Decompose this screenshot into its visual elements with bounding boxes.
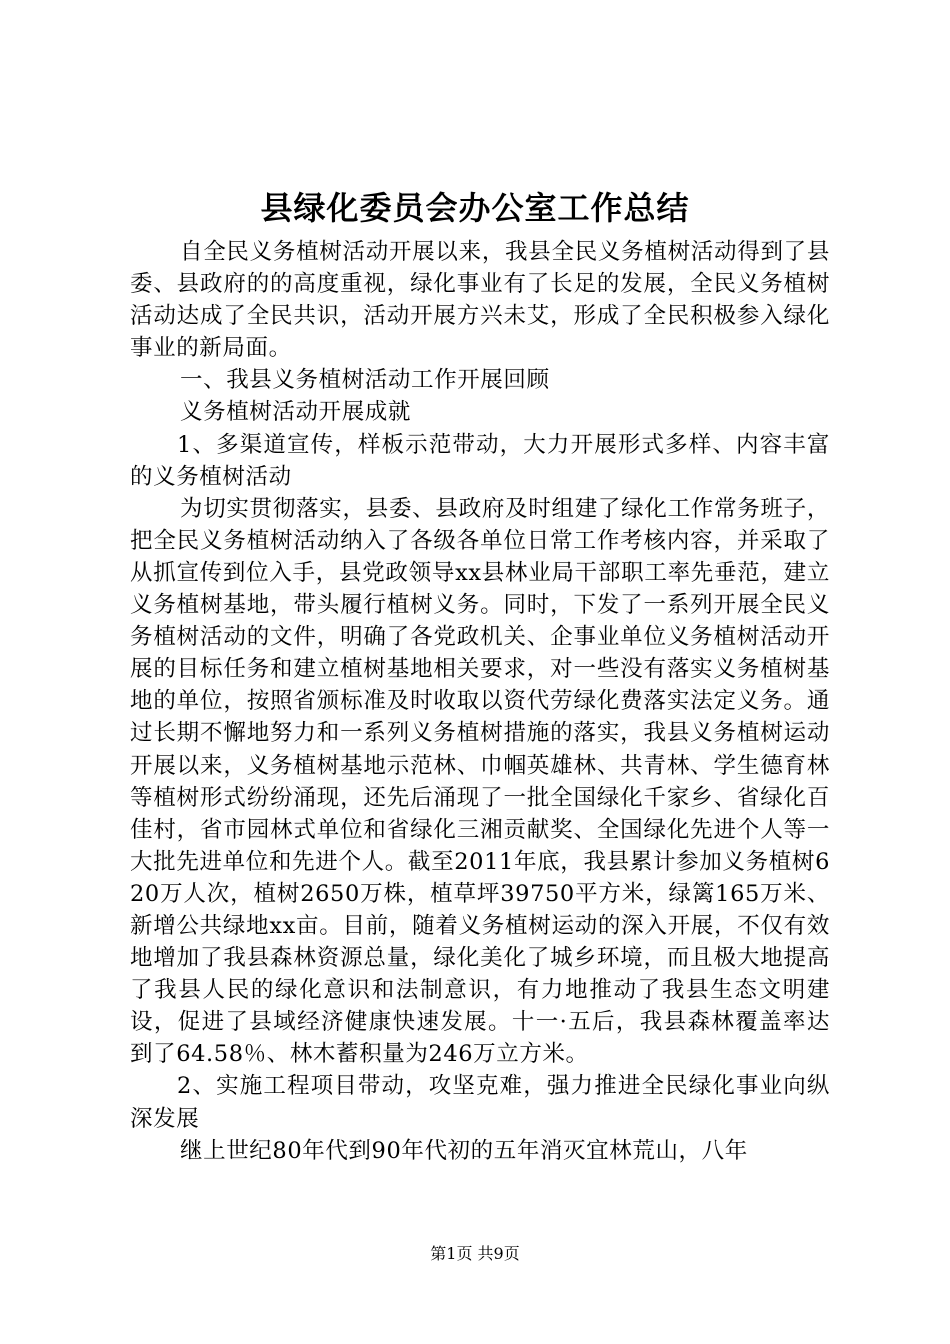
document-title: 县绿化委员会办公室工作总结 [260,189,690,227]
intro-paragraph: 自全民义务植树活动开展以来，我县全民义务植树活动得到了县委、县政府的的高度重视，绿化事业有了长足的发展，全民义务植树活动达成了全民共识，活动开展方兴未艾，形成了全民积极参入绿化事业的新局面。 [130,239,830,362]
body-paragraph-continued: 继上世纪80年代到90年代初的五年消灭宜林荒山，八年 [180,1137,748,1164]
item-heading-1: 1、多渠道宣传，样板示范带动，大力开展形式多样、内容丰富的义务植树活动 [130,431,830,490]
subsection-heading: 义务植树活动开展成就 [180,399,412,426]
section-heading: 一、我县义务植树活动工作开展回顾 [180,367,550,394]
document-body [130,236,830,1167]
body-paragraph: 为切实贯彻落实，县委、县政府及时组建了绿化工作常务班子，把全民义务植树活动纳入了各级各单位日常工作考核内容，并采取了从抓宣传到位入手，县党政领导xx县林业局干部职工率先垂范，建立义务植树基地，带头履行植树义务。同时，下发了一系列开展全民义务植树活动的文件，明确了各党政机关、企事业单位义务植树活动开展的目标任务和建立植树基地相关要求，对一些没有落实义务植树基地的单位，按照省颁标准及时收取以资代劳绿化费落实法定义务。通过长期不懈地努力和一系列义务植树措施的落实，我县义务植树运动开展以来，义务植树基地示范林、巾帼英雄林、共青林、学生德育林等植树形式纷纷涌现，还先后涌现了一批全国绿化千家乡、省绿化百佳村，省市园林式单位和省绿化三湘贡献奖、全国绿化先进个人等一大批先进单位和先进个人。截至2011年底，我县累计参加义务植树620万人次，植树2650万株，植草坪39750平方米，绿篱165万米、新增公共绿地xx亩。目前，随着义务植树运动的深入开展，不仅有效地增加了我县森林资源总量，绿化美化了城乡环境，而且极大地提高了我县人民的绿化意识和法制意识，有力地推动了我县生态文明建设，促进了县域经济健康快速发展。十一·五后，我县森林覆盖率达到了64.58％、林木蓄积量为246万立方米。 [130,495,830,1068]
page-footer: 第1页 共9页 [430,1244,520,1263]
item-heading-2: 2、实施工程项目带动，攻坚克难，强力推进全民绿化事业向纵深发展 [130,1073,830,1132]
